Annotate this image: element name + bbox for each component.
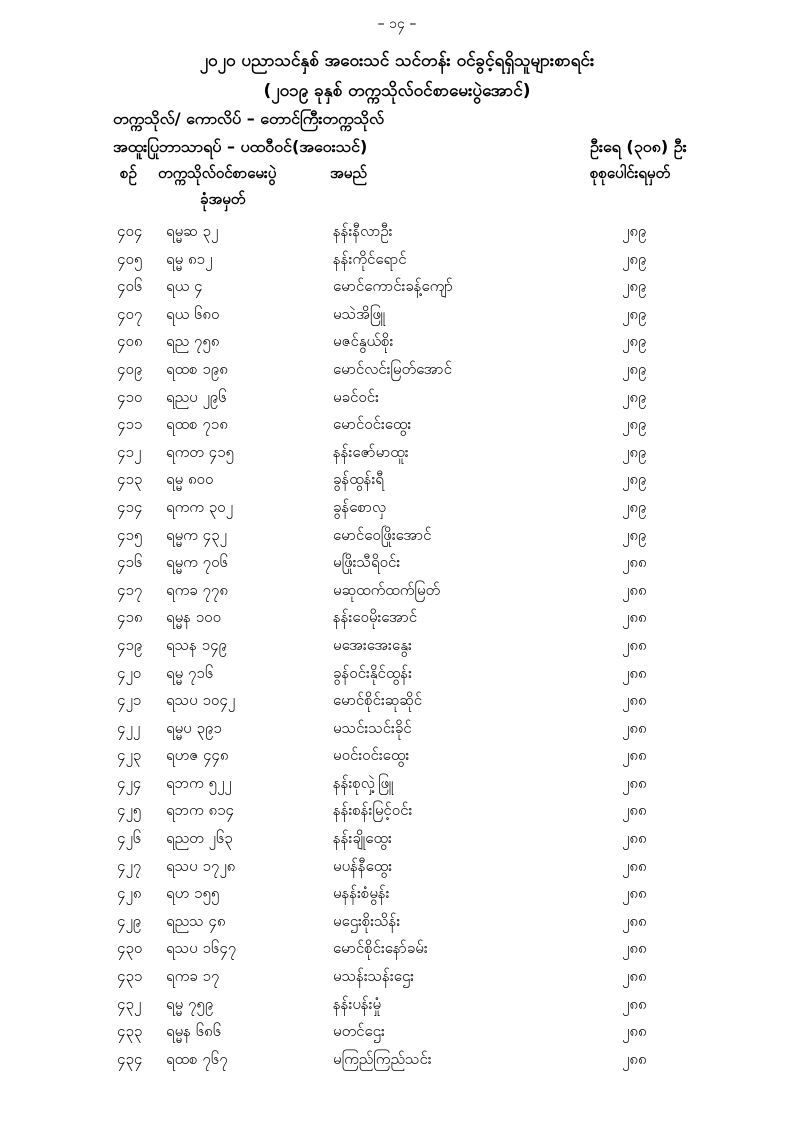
student-name: မဖြိုးသီရိဝင်း [333,553,401,572]
total-score: ၂၈၈ [622,580,647,599]
total-score: ၂၈၈ [622,829,647,848]
roll-number: ရယ ၆၈၀ [166,304,220,323]
row-number: ၄၃၁ [117,967,143,986]
total-score: ၂၈၈ [622,718,647,737]
roll-number: ရကတ ၄၁၅ [166,442,234,461]
student-name: မဝင်းဝင်းထွေး [333,746,410,765]
table-row [0,963,794,991]
row-number: ၄၁၅ [117,525,143,544]
row-number: ၄၀၇ [117,304,143,323]
roll-number: ရသန ၁၄၉ [166,635,227,654]
document-subtitle: (၂၀၁၉ ခုနှစ် တက္ကသိုလ်ဝင်စာမေးပွဲအောင်) [263,81,531,101]
row-number: ၄၀၉ [117,359,143,378]
roll-number: ရသပ ၁၀၄၂ [166,691,236,710]
student-name: နန်းဇော်မာထူး [333,442,409,461]
row-number: ၄၁၃ [117,470,143,489]
row-number: ၄၃၂ [117,994,142,1013]
row-number: ၄၁၆ [117,553,143,572]
roll-number: ရဟ ၁၅၅ [166,884,220,903]
table-row [0,549,794,577]
roll-number: ရည ၇၅၈ [166,332,220,351]
total-score: ၂၈၉ [622,277,647,296]
table-row [0,687,794,715]
row-number: ၄၁၄ [117,497,143,516]
table-row [0,991,794,1019]
table-row [0,604,794,632]
total-score: ၂၈၉ [622,222,647,240]
roll-number: ရဘက ၅၂၂ [166,773,232,792]
student-name: မဌေးစိုးသိန်း [333,911,401,930]
row-number: ၄၃၃ [117,1022,143,1041]
total-score: ၂၈၉ [622,249,647,268]
row-number: ၄၂၁ [117,691,142,710]
student-name: နန်းနီလာဦး [333,222,393,240]
table-row [0,356,794,384]
student-name: မောင်ဝင်းထွေး [333,415,412,434]
roll-number: ရမ္မ ၈၁၂ [166,249,213,268]
student-name: မောင်လင်းမြတ်အောင် [333,359,452,378]
roll-number: ရမ္မန ၆၈၆ [166,1022,222,1041]
table-row [0,411,794,439]
row-number: ၄၀၈ [117,332,143,351]
total-score: ၂၈၈ [622,856,647,875]
header-roll-number: တက္ကသိုလ်ဝင်စာမေးပွဲ [158,164,277,182]
total-score: ၂၈၈ [622,553,647,572]
total-score: ၂၈၉ [622,442,647,461]
page-number: – ၁၄ – [377,16,417,32]
table-row [0,1046,794,1074]
student-name: ခွန်ထွန်းရီ [333,470,384,489]
student-name: မနန်းစံမွန်း [333,884,390,903]
roll-number: ရညသ ၄၈ [166,911,226,930]
roll-number: ရကခ ၇၇၈ [166,580,228,599]
table-row [0,715,794,743]
roll-number: ရသပ ၁၆၄၇ [166,939,237,958]
table-row [0,218,794,246]
table-row [0,935,794,963]
student-name: မအေးအေးနွေး [333,635,412,654]
row-number: ၄၂၀ [117,663,142,682]
total-score: ၂၈၈ [622,801,647,820]
row-number: ၄၂၅ [117,801,142,820]
roll-number: ရထစ ၇၁၈ [166,415,228,434]
total-score: ၂၈၈ [622,911,647,930]
student-name: မောင်ကောင်းခန့်ကျော် [333,277,453,296]
table-row [0,880,794,908]
row-number: ၄၀၆ [117,277,143,296]
row-number: ၄၂၇ [117,856,142,875]
total-score: ၂၈၈ [622,884,647,903]
roll-number: ရသပ ၁၇၂၈ [166,856,236,875]
student-name: နန်းစန်းမြင့်ဝင်း [333,801,413,820]
roll-number: ရကက ၃၀၂ [166,497,233,516]
student-name: မပန်နီထွေး [333,856,393,875]
roll-number: ရညပ ၂၉၆ [166,387,227,406]
student-name: မကြည်ကြည်သင်း [333,1049,432,1068]
total-score: ၂၈၈ [622,746,647,765]
header-score: စုစုပေါင်းရမှတ် [590,164,671,182]
table-row [0,853,794,881]
roll-number: ရမ္မပ ၃၉၁ [166,718,222,737]
row-number: ၄၁၉ [117,635,143,654]
table-row [0,328,794,356]
roll-number: ရထစ ၇၆၇ [166,1049,228,1068]
student-name: နန်းစုလှဲ့ဖြူ [333,773,394,792]
table-row [0,825,794,853]
total-score: ၂၈၉ [622,304,647,323]
row-number: ၄၃၀ [117,939,143,958]
table-row [0,742,794,770]
row-number: ၄၂၃ [117,746,142,765]
table-row [0,660,794,688]
total-count: ဦးရေ (၃၀၈) ဦး [590,137,687,156]
row-number: ၄၁၈ [117,608,143,627]
table-row [0,384,794,412]
total-score: ၂၈၉ [622,497,647,516]
student-name: နန်းကိုင်ရောင် [333,249,407,268]
student-name: မတင်ဌေး [333,1022,385,1041]
row-number: ၄၂၈ [117,884,142,903]
roll-number: ရကခ ၁၇ [166,967,220,986]
table-row [0,797,794,825]
row-number: ၄၁၁ [117,415,143,434]
row-number: ၄၂၂ [117,718,141,737]
header-name: အမည် [330,164,367,182]
total-score: ၂၈၉ [622,470,647,489]
student-name: နန်းချိုထွေး [333,829,392,848]
results-list [0,218,794,1073]
row-number: ၄၁၀ [117,387,143,406]
total-score: ၂၈၈ [622,608,647,627]
row-number: ၄၀၅ [117,249,143,268]
student-name: ခွန်စောလှ [333,497,387,516]
total-score: ၂၈၈ [622,967,647,986]
student-name: မောင်စိုင်းနော်ခမ်း [333,939,428,958]
total-score: ၂၈၈ [622,994,647,1013]
total-score: ၂၈၉ [622,387,647,406]
roll-number: ရမ္မ ၇၅၉ [166,994,214,1013]
student-name: မောင်စိုင်းဆုဆိုင် [333,691,423,710]
student-name: မသင်းသင်းခိုင် [333,718,412,737]
header-no: စဉ် [120,164,137,182]
total-score: ၂၈၈ [622,1049,647,1068]
row-number: ၄၂၉ [117,911,142,930]
total-score: ၂၈၈ [622,635,647,654]
student-name: နန်းပန်းမှုံ [333,994,382,1013]
document-title: ၂၀၂၀ ပညာသင်နှစ် အဝေးသင် သင်တန်း ဝင်ခွင့်ရရှိသူများစာရင်း [199,51,595,71]
table-row [0,246,794,274]
table-row [0,577,794,605]
roll-number: ရမ္မက ၇၀၆ [166,553,228,572]
row-number: ၄၂၆ [117,829,142,848]
row-number: ၄၁၇ [117,580,143,599]
total-score: ၂၈၈ [622,1022,647,1041]
student-name: မောင်ဝေဖြိုးအောင် [333,525,432,544]
student-name: မသဲအိဖြူ [333,304,386,323]
header-roll-number-line2: ခုံအမှတ် [200,190,246,208]
roll-number: ရမ္မ ၇၁၆ [166,663,214,682]
total-score: ၂၈၈ [622,663,647,682]
total-score: ၂၈၈ [622,691,647,710]
student-name: နန်းဝေမိုးအောင် [333,608,418,627]
roll-number: ရမ္မဆ ၃၂ [166,222,219,240]
total-score: ၂၈၉ [622,332,647,351]
table-row [0,439,794,467]
student-name: မဇင်နွယ်စိုး [333,332,394,351]
student-name: မခင်ဝင်း [333,387,379,406]
row-number: ၄၀၄ [117,222,143,240]
total-score: ၂၈၉ [622,359,647,378]
row-number: ၄၁၂ [117,442,142,461]
roll-number: ရဟဇ ၄၄၈ [166,746,229,765]
student-name: မသန်းသန်းဌေး [333,967,414,986]
table-row [0,466,794,494]
roll-number: ရဘက ၈၁၄ [166,801,234,820]
roll-number: ရမ္မက ၄၃၂ [166,525,227,544]
row-number: ၄၃၄ [117,1049,143,1068]
row-number: ၄၂၄ [117,773,142,792]
roll-number: ရမ္မန ၁၀၀ [166,608,222,627]
table-row [0,632,794,660]
roll-number: ရယ ၄ [166,277,203,296]
total-score: ၂၈၈ [622,773,647,792]
table-row [0,1018,794,1046]
total-score: ၂၈၈ [622,939,647,958]
university-line: တက္ကသိုလ်/ ကောလိပ် – တောင်ကြီးတက္ကသိုလ် [113,109,385,128]
table-row [0,522,794,550]
roll-number: ရညတ ၂၆၃ [166,829,233,848]
student-name: မဆုထက်ထက်မြတ် [333,580,441,599]
table-row [0,770,794,798]
total-score: ၂၈၉ [622,525,647,544]
table-row [0,301,794,329]
table-row [0,273,794,301]
roll-number: ရထစ ၁၉၈ [166,359,228,378]
roll-number: ရမ္မ ၈၀၀ [166,470,214,489]
total-score: ၂၈၉ [622,415,647,434]
subject-line: အထူးပြုဘာသာရပ် – ပထဝီဝင်(အဝေးသင်) [113,137,368,156]
student-name: ခွန်ဝင်းနိုင်ထွန်း [333,663,412,682]
table-row [0,494,794,522]
table-row [0,908,794,936]
